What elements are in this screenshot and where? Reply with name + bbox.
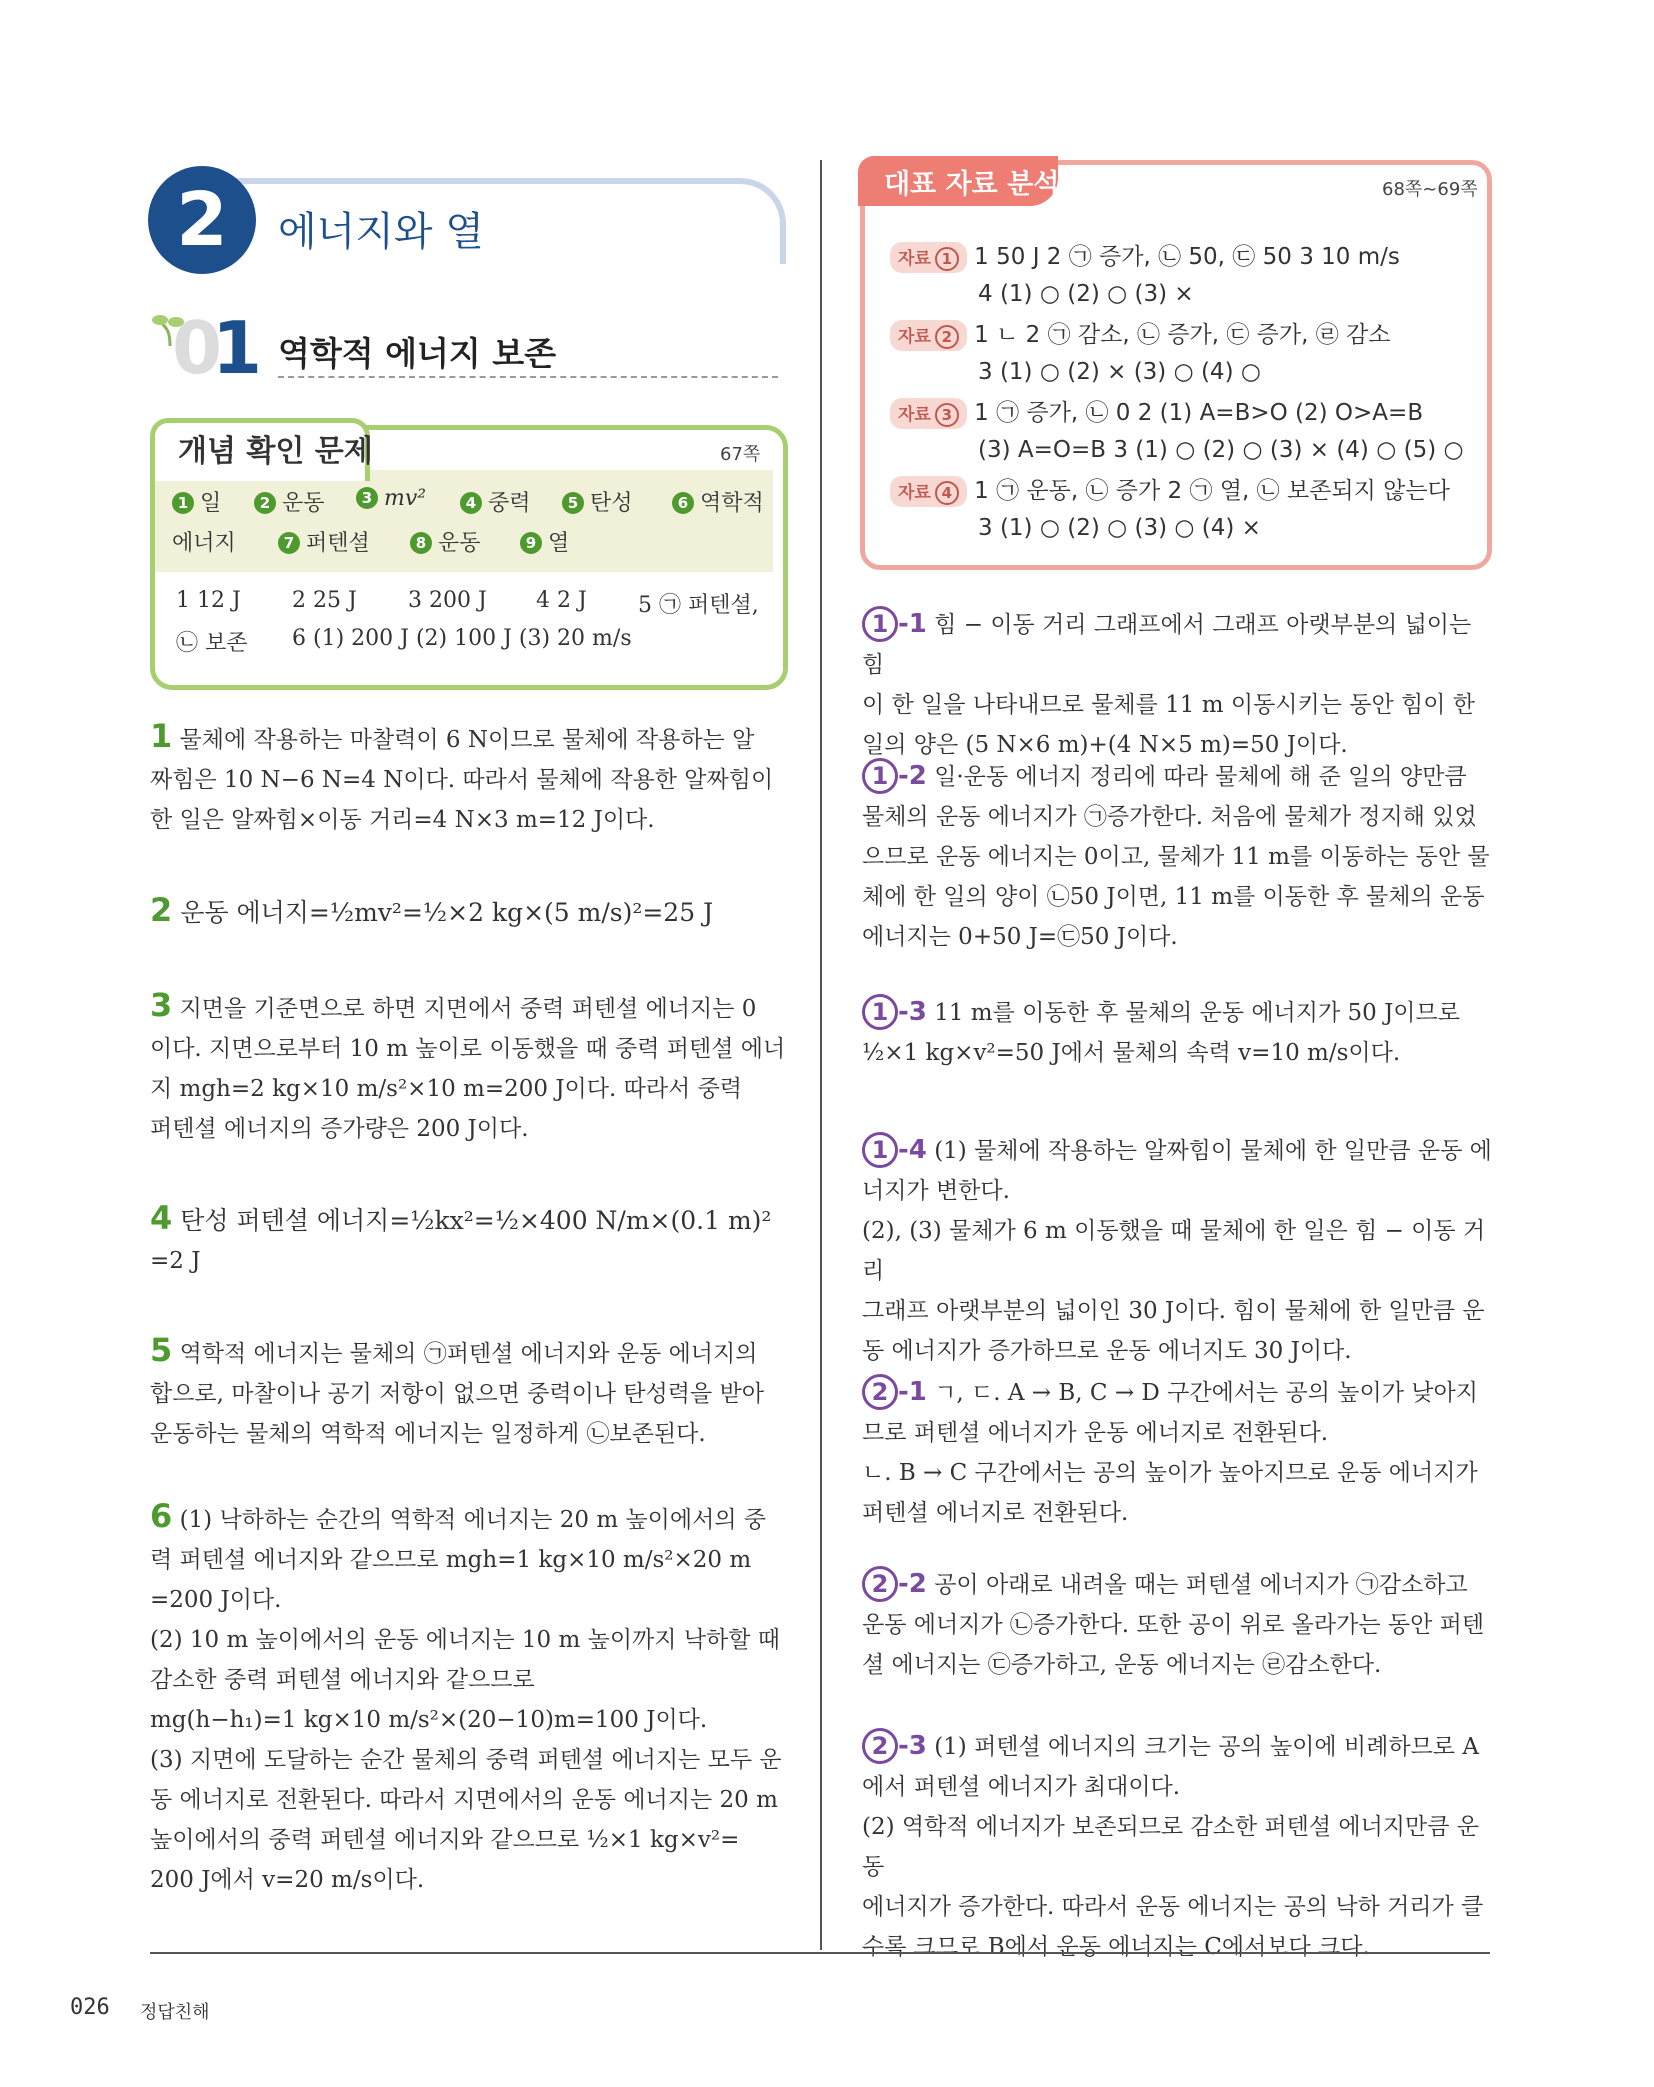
concept-answer: 5 ㉠ 퍼텐셜, bbox=[638, 593, 759, 618]
explanation-1-3: 1 -3 11 m를 이동한 후 물체의 운동 에너지가 50 J이므로 ½×1 kg×v²=50 J에서 물체의 속력 v=10 m/s이다. bbox=[862, 992, 1492, 1073]
item-number: 4 bbox=[150, 1199, 173, 1237]
data-row: 자료 1 1 50 J 2 ㉠ 증가, ㉡ 50, ㉢ 50 3 10 m/s 4 (1) ○ (2) ○ (3) × bbox=[890, 238, 1470, 307]
item-number: 5 bbox=[150, 1331, 173, 1369]
data-page-ref: 68쪽~69쪽 bbox=[1382, 179, 1478, 200]
explanation-1-1: 1 -1 힘 − 이동 거리 그래프에서 그래프 아랫부분의 넓이는 힘 이 한 일을 나타내므로 물체를 11 m 이동시키는 동안 힘이 한 일의 양은 (5 N×6 m)+(4 N×5 m)=50 J이다. bbox=[862, 604, 1492, 765]
explanation-2-3: 2 -3 (1) 퍼텐셜 에너지의 크기는 공의 높이에 비례하므로 A 에서 퍼텐셜 에너지가 최대이다. (2) 역학적 에너지가 보존되므로 감소한 퍼텐셜 에너지만큼 운동 에너지가 증가한다. 따라서 운동 에너지는 공의 낙하 거리가 클 수록 크므로 B에서 운동 에너지는 C에서보다 크다. bbox=[862, 1726, 1492, 1967]
explanation-6: 6 (1) 낙하하는 순간의 역학적 에너지는 20 m 높이에서의 중 력 퍼텐셜 에너지와 같으므로 mgh=1 kg×10 m/s²×20 m =200 J이다. (2) 10 m 높이에서의 운동 에너지는 10 m 높이까지 낙하할 때 감소한 중력 퍼텐셜 에너지와 같으므로 mg(h−h₁)=1 kg×10 m/s²×(20−10)m=100 J이다. (3) 지면에 도달하는 순간 물체의 중력 퍼텐셜 에너지는 모두 운 동 에너지로 전환된다. 따라서 지면에서의 운동 에너지는 20 m 높이에서의 중력 퍼텐셜 에너지와 같으므로 ½×1 kg×v²= 200 J에서 v=20 m/s이다. bbox=[150, 1497, 782, 1893]
explanation-1-4: 1 -4 (1) 물체에 작용하는 알짜힘이 물체에 한 일만큼 운동 에 너지가 변한다. (2), (3) 물체가 6 m 이동했을 때 물체에 한 일은 힘 − 이동 거리 그래프 아랫부분의 넓이인 30 J이다. 힘이 물체에 한 일만큼 운 동 에너지가 증가하므로 운동 에너지도 30 J이다. bbox=[862, 1130, 1492, 1371]
item-number: 1 bbox=[150, 717, 173, 755]
item-number: 2 bbox=[150, 891, 173, 929]
keyword-item: 6 역학적 bbox=[672, 486, 764, 517]
data-row: 자료 3 1 ㉠ 증가, ㉡ 0 2 (1) A=B>O (2) O>A=B (3) A=O=B 3 (1) ○ (2) ○ (3) × (4) ○ (5) ○ bbox=[890, 394, 1470, 463]
section-divider bbox=[278, 376, 778, 378]
keyword-item: 8 운동 bbox=[410, 526, 481, 557]
keyword-item: 에너지 bbox=[172, 531, 236, 556]
explanation-5: 5 역학적 에너지는 물체의 ㉠퍼텐셜 에너지와 운동 에너지의 합으로, 마찰이나 공기 저항이 없으면 중력이나 탄성력을 받아 운동하는 물체의 역학적 에너지는 일정하게 ㉡보존된다. bbox=[150, 1331, 764, 1447]
keyword-item: 3 mv² bbox=[356, 486, 426, 511]
concept-answer: ㉡ 보존 bbox=[176, 631, 248, 656]
data-row: 자료 2 1 ㄴ 2 ㉠ 감소, ㉡ 증가, ㉢ 증가, ㉣ 감소 3 (1) ○ (2) × (3) ○ (4) ○ bbox=[890, 316, 1470, 385]
explanation-3: 3 지면을 기준면으로 하면 지면에서 중력 퍼텐셜 에너지는 0 이다. 지면으로부터 10 m 높이로 이동했을 때 중력 퍼텐셜 에너 지 mgh=2 kg×10 m/s²×10 m=200 J이다. 따라서 중력 퍼텐셜 에너지의 증가량은 200 J이다. bbox=[150, 986, 786, 1142]
keyword-item: 1 일 bbox=[172, 486, 221, 517]
footer-rule bbox=[150, 1952, 1490, 1954]
concept-answer: 3 200 J bbox=[408, 588, 487, 613]
data-row: 자료 4 1 ㉠ 운동, ㉡ 증가 2 ㉠ 열, ㉡ 보존되지 않는다 3 (1) ○ (2) ○ (3) ○ (4) × bbox=[890, 472, 1470, 541]
book-title: 정답친해 bbox=[140, 2002, 210, 2023]
keyword-item: 2 운동 bbox=[254, 486, 325, 517]
explanation-1: 1 물체에 작용하는 마찰력이 6 N이므로 물체에 작용하는 알 짜힘은 10 N−6 N=4 N이다. 따라서 물체에 작용한 알짜힘이 한 일은 알짜힘×이동 거리=4 N×3 m=12 J이다. bbox=[150, 717, 774, 833]
concept-answer: 2 25 J bbox=[292, 588, 357, 613]
column-divider bbox=[820, 160, 822, 1950]
keyword-item: 4 중력 bbox=[460, 486, 531, 517]
concept-answer: 4 2 J bbox=[536, 588, 587, 613]
concept-page-ref: 67쪽 bbox=[720, 444, 761, 465]
data-analysis-label: 대표 자료 분석 bbox=[884, 169, 1060, 200]
section-number: 1 bbox=[212, 306, 263, 390]
page-number: 026 bbox=[70, 1995, 110, 2020]
concept-answer: 1 12 J bbox=[176, 588, 241, 613]
explanation-4: 4 탄성 퍼텐셜 에너지=½kx²=½×400 N/m×(0.1 m)² =2 J bbox=[150, 1199, 772, 1274]
explanation-2: 2 운동 에너지=½mv²=½×2 kg×(5 m/s)²=25 J bbox=[150, 891, 714, 929]
explanation-2-1: 2 -1 ㄱ, ㄷ. A → B, C → D 구간에서는 공의 높이가 낮아지 므로 퍼텐셜 에너지가 운동 에너지로 전환된다. ㄴ. B → C 구간에서는 공의 높이가 높아지므로 운동 에너지가 퍼텐셜 에너지로 전환된다. bbox=[862, 1372, 1492, 1533]
section-number-shadow: 0 bbox=[172, 306, 223, 390]
item-number: 3 bbox=[150, 986, 173, 1024]
item-number: 6 bbox=[150, 1497, 173, 1535]
keyword-item: 9 열 bbox=[520, 526, 569, 557]
keyword-item: 7 퍼텐셜 bbox=[278, 526, 370, 557]
explanation-1-2: 1 -2 일·운동 에너지 정리에 따라 물체에 해 준 일의 양만큼 물체의 운동 에너지가 ㉠증가한다. 처음에 물체가 정지해 있었 으므로 운동 에너지는 0이고, 물체가 11 m를 이동하는 동안 물 체에 한 일의 양이 ㉡50 J이면, 11 m를 이동한 후 물체의 운동 에너지는 0+50 J=㉢50 J이다. bbox=[862, 756, 1492, 957]
section-title: 역학적 에너지 보존 bbox=[278, 334, 557, 373]
keyword-item: 5 탄성 bbox=[562, 486, 633, 517]
explanation-2-2: 2 -2 공이 아래로 내려올 때는 퍼텐셜 에너지가 ㉠감소하고 운동 에너지가 ㉡증가한다. 또한 공이 위로 올라가는 동안 퍼텐 셜 에너지는 ㉢증가하고, 운동 에너지는 ㉣감소한다. bbox=[862, 1564, 1492, 1685]
concept-answer: 6 (1) 200 J (2) 100 J (3) 20 m/s bbox=[292, 626, 632, 651]
concept-check-label: 개념 확인 문제 bbox=[178, 434, 373, 469]
chapter-title: 에너지와 열 bbox=[278, 209, 484, 255]
chapter-number-badge: 2 bbox=[148, 166, 256, 274]
